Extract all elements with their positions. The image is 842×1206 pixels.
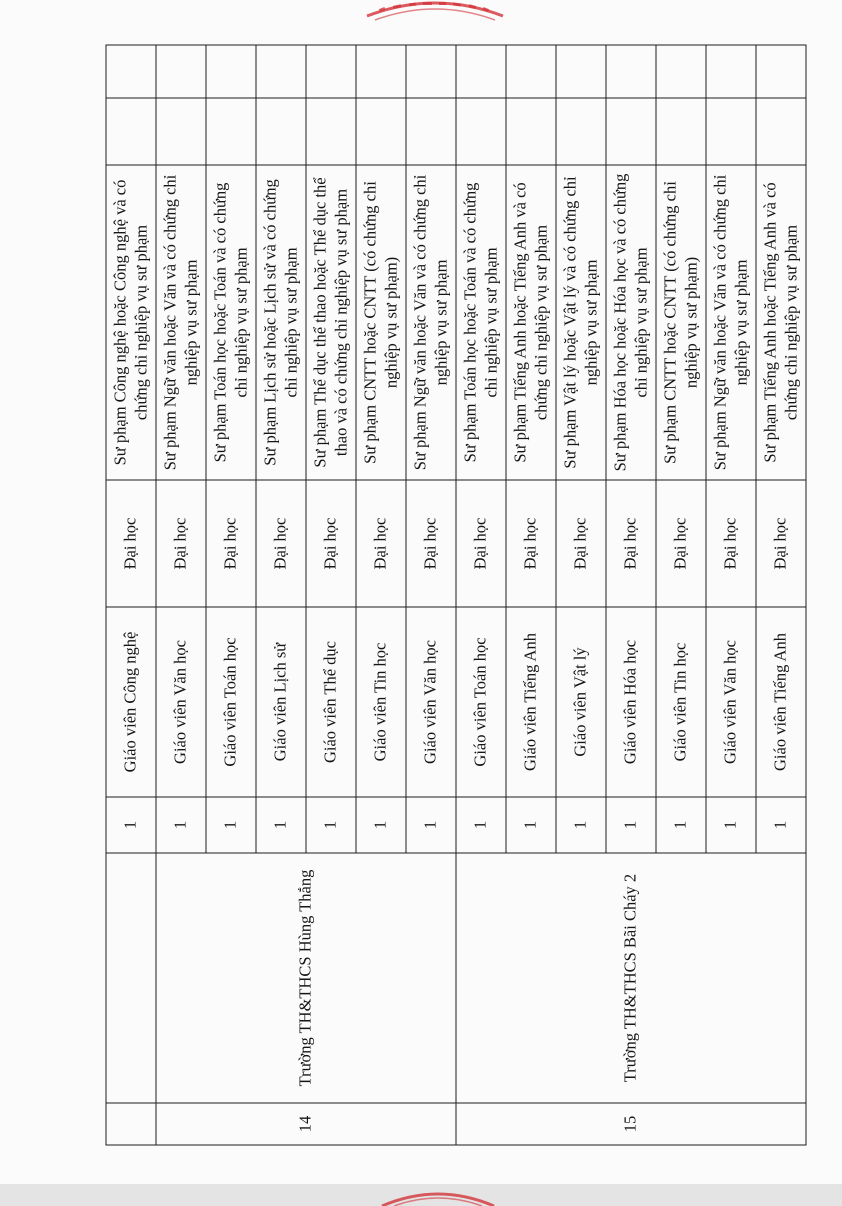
school-cell: Trường TH&THCS Bãi Cháy 2 (456, 853, 806, 1103)
position-cell: Giáo viên Tin học (356, 607, 406, 797)
quantity-cell: 1 (406, 797, 456, 853)
position-cell: Giáo viên Văn học (156, 607, 206, 797)
school-cell (106, 853, 156, 1103)
empty-cell (656, 98, 706, 165)
level-cell: Đại học (206, 480, 256, 607)
major-cell: Sư phạm Tiếng Anh hoặc Tiếng Anh và có chứng chỉ nghiệp vụ sư phạm (506, 165, 556, 480)
empty-cell (656, 45, 706, 98)
major-cell: Sư phạm Vật lý hoặc Vật lý và có chứng chỉ nghiệp vụ sư phạm (556, 165, 606, 480)
quantity-cell: 1 (656, 797, 706, 853)
empty-cell (606, 45, 656, 98)
empty-cell (456, 98, 506, 165)
empty-cell (406, 45, 456, 98)
major-cell: Sư phạm Toán học hoặc Toán và có chứng chỉ nghiệp vụ sư phạm (456, 165, 506, 480)
empty-cell (256, 98, 306, 165)
position-cell: Giáo viên Tiếng Anh (506, 607, 556, 797)
level-cell: Đại học (556, 480, 606, 607)
empty-cell (756, 98, 806, 165)
empty-cell (706, 98, 756, 165)
quantity-cell: 1 (456, 797, 506, 853)
major-cell: Sư phạm Tiếng Anh hoặc Tiếng Anh và có chứng chỉ nghiệp vụ sư phạm (756, 165, 806, 480)
major-cell: Sư phạm Thể dục thể thao hoặc Thể dục thể thao và có chứng chỉ nghiệp vụ sư phạm (306, 165, 356, 480)
quantity-cell: 1 (206, 797, 256, 853)
quantity-cell: 1 (106, 797, 156, 853)
quantity-cell: 1 (156, 797, 206, 853)
level-cell: Đại học (356, 480, 406, 607)
position-cell: Giáo viên Vật lý (556, 607, 606, 797)
major-cell: Sư phạm Lịch sử hoặc Lịch sử và có chứng chỉ nghiệp vụ sư phạm (256, 165, 306, 480)
empty-cell (106, 45, 156, 98)
red-seal-stamp-partial (378, 1190, 498, 1206)
empty-cell (356, 45, 406, 98)
level-cell: Đại học (406, 480, 456, 607)
level-cell: Đại học (706, 480, 756, 607)
position-cell: Giáo viên Toán học (206, 607, 256, 797)
position-cell: Giáo viên Tiếng Anh (756, 607, 806, 797)
empty-cell (306, 98, 356, 165)
red-seal-stamp (365, 0, 505, 22)
quantity-cell: 1 (706, 797, 756, 853)
position-cell: Giáo viên Toán học (456, 607, 506, 797)
major-cell: Sư phạm Ngữ văn hoặc Văn và có chứng chỉ nghiệp vụ sư phạm (706, 165, 756, 480)
empty-cell (206, 45, 256, 98)
position-cell: Giáo viên Lịch sử (256, 607, 306, 797)
level-cell: Đại học (506, 480, 556, 607)
major-cell: Sư phạm CNTT hoặc CNTT (có chứng chỉ nghiệp vụ sư phạm) (656, 165, 706, 480)
stt-cell: 15 (456, 1103, 806, 1145)
table-row (456, 45, 506, 1145)
empty-cell (456, 45, 506, 98)
position-cell: Giáo viên Văn học (706, 607, 756, 797)
empty-cell (306, 45, 356, 98)
empty-cell (406, 98, 456, 165)
empty-cell (756, 45, 806, 98)
major-cell: Sư phạm Toán học hoặc Toán và có chứng chỉ nghiệp vụ sư phạm (206, 165, 256, 480)
empty-cell (256, 45, 306, 98)
school-cell: Trường TH&THCS Hùng Thắng (156, 853, 456, 1103)
position-cell: Giáo viên Văn học (406, 607, 456, 797)
level-cell: Đại học (656, 480, 706, 607)
level-cell: Đại học (256, 480, 306, 607)
empty-cell (556, 45, 606, 98)
level-cell: Đại học (156, 480, 206, 607)
table-row (106, 45, 156, 1145)
level-cell: Đại học (756, 480, 806, 607)
empty-cell (106, 98, 156, 165)
quantity-cell: 1 (356, 797, 406, 853)
stt-cell: 14 (156, 1103, 456, 1145)
position-cell: Giáo viên Thể dục (306, 607, 356, 797)
empty-cell (556, 98, 606, 165)
position-cell: Giáo viên Công nghệ (106, 607, 156, 797)
recruitment-table (106, 44, 807, 1145)
rotated-table-sheet (106, 45, 807, 1145)
empty-cell (606, 98, 656, 165)
empty-cell (206, 98, 256, 165)
position-cell: Giáo viên Tin học (656, 607, 706, 797)
major-cell: Sư phạm Hóa học hoặc Hóa học và có chứng chỉ nghiệp vụ sư phạm (606, 165, 656, 480)
major-cell: Sư phạm Công nghệ hoặc Công nghệ và có chứng chỉ nghiệp vụ sư phạm (106, 165, 156, 480)
level-cell: Đại học (606, 480, 656, 607)
quantity-cell: 1 (756, 797, 806, 853)
stt-cell (106, 1103, 156, 1145)
quantity-cell: 1 (556, 797, 606, 853)
position-cell: Giáo viên Hóa học (606, 607, 656, 797)
major-cell: Sư phạm CNTT hoặc CNTT (có chứng chỉ nghiệp vụ sư phạm) (356, 165, 406, 480)
table-row (156, 45, 206, 1145)
quantity-cell: 1 (256, 797, 306, 853)
quantity-cell: 1 (506, 797, 556, 853)
empty-cell (356, 98, 406, 165)
empty-cell (506, 45, 556, 98)
level-cell: Đại học (106, 480, 156, 607)
level-cell: Đại học (306, 480, 356, 607)
level-cell: Đại học (456, 480, 506, 607)
major-cell: Sư phạm Ngữ văn hoặc Văn và có chứng chỉ nghiệp vụ sư phạm (156, 165, 206, 480)
empty-cell (506, 98, 556, 165)
quantity-cell: 1 (606, 797, 656, 853)
empty-cell (706, 45, 756, 98)
empty-cell (156, 45, 206, 98)
major-cell: Sư phạm Ngữ văn hoặc Văn và có chứng chỉ nghiệp vụ sư phạm (406, 165, 456, 480)
quantity-cell: 1 (306, 797, 356, 853)
empty-cell (156, 98, 206, 165)
